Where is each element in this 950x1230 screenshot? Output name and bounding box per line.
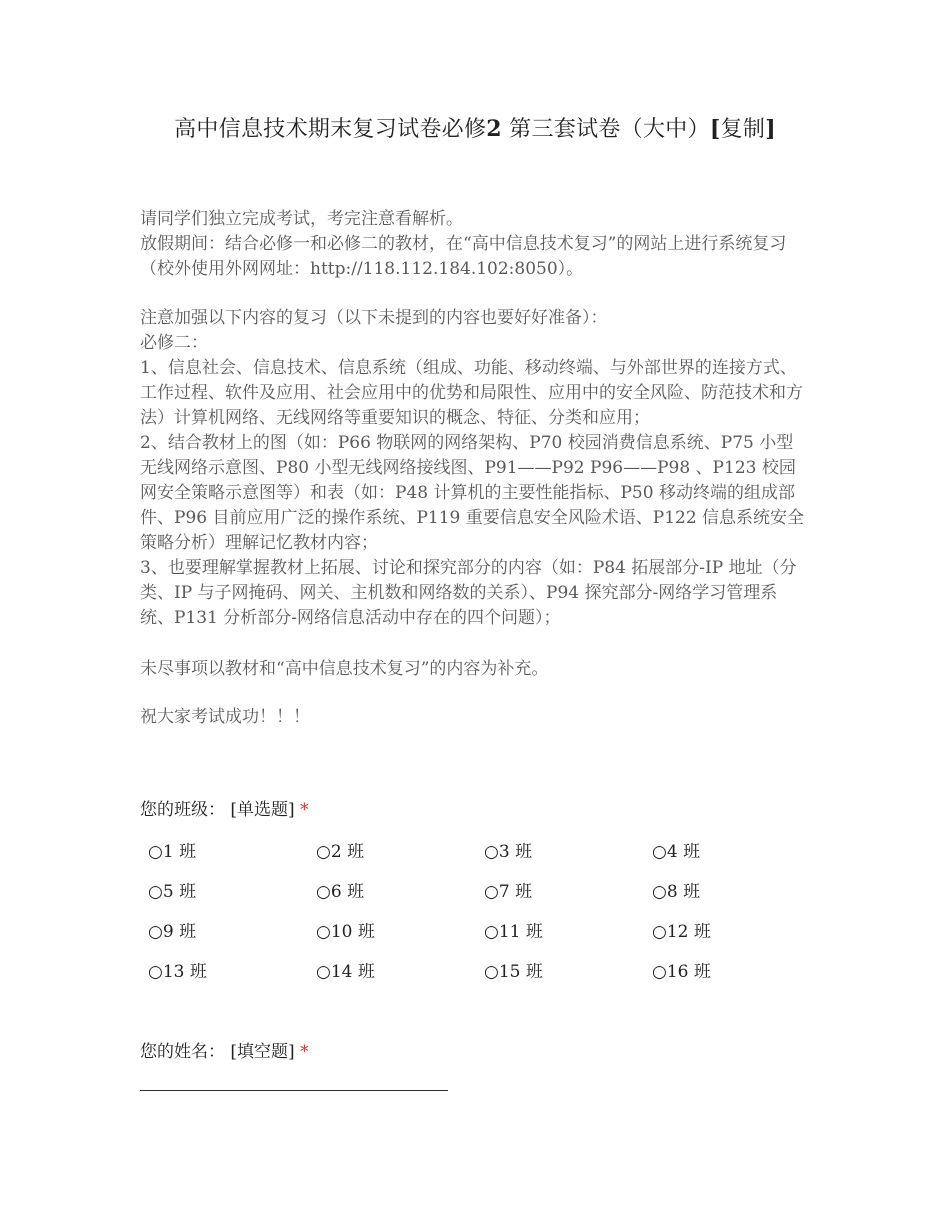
required-mark: * [300,800,309,820]
intro-block-3 [140,657,810,682]
class-option[interactable] [148,840,316,864]
class-options [148,840,820,984]
intro-line-7: 3、也要理解掌握教材上拓展、讨论和探究部分的内容（如：P84 拓展部分-IP 地址（分类、IP 与子网掩码、网关、主机数和网络数的关系）、P94 探究部分-网络学习管理系统、P131 分析部分-网络信息活动中存在的四个问题）； [140,558,797,628]
radio-circle-icon[interactable]: ○ [148,962,163,982]
intro-line-8: 未尽事项以教材和“高中信息技术复习”的内容为补充。 [140,659,549,679]
required-mark: * [300,1042,309,1062]
intro-line-3: 注意加强以下内容的复习（以下未提到的内容也要好好准备）： [140,308,608,328]
class-option[interactable] [484,880,652,904]
name-question-text: 您的姓名： [140,1042,225,1062]
class-question-text: 您的班级： [140,800,225,820]
class-option[interactable] [484,960,652,984]
class-option-label: 4 班 [666,842,701,862]
radio-circle-icon[interactable]: ○ [484,922,499,942]
title-bracket-open: [ [709,116,721,142]
intro-line-4: 必修二： [140,333,208,353]
class-option-label: 16 班 [666,962,711,982]
radio-circle-icon[interactable]: ○ [652,842,667,862]
class-option[interactable] [316,920,484,944]
radio-circle-icon[interactable]: ○ [148,842,163,862]
name-question-label [140,1037,309,1062]
class-option-label: 5 班 [162,882,197,902]
title-text-2: 第三套试卷（大中） [509,117,710,142]
class-option-label: 11 班 [498,922,543,942]
title-number: 2 [486,116,502,142]
class-option[interactable] [148,960,316,984]
class-option[interactable] [484,920,652,944]
intro-line-5: 1、信息社会、信息技术、信息系统（组成、功能、移动终端、与外部世界的连接方式、工作过程、软件及应用、社会应用中的优势和局限性、应用中的安全风险、防范技术和方法）计算机网络、无线网络等重要知识的概念、特征、分类和应用； [140,358,803,428]
radio-circle-icon[interactable]: ○ [652,922,667,942]
class-option-label: 10 班 [330,922,375,942]
class-option[interactable] [484,840,652,864]
class-option-label: 7 班 [498,882,533,902]
class-option[interactable] [316,960,484,984]
page-title [0,112,950,143]
radio-circle-icon[interactable]: ○ [316,962,331,982]
class-option-label: 12 班 [666,922,711,942]
class-option[interactable] [652,960,820,984]
class-option-label: 6 班 [330,882,365,902]
intro-line-1: 请同学们独立完成考试，考完注意看解析。 [140,209,463,229]
class-option[interactable] [316,880,484,904]
radio-circle-icon[interactable]: ○ [316,922,331,942]
intro-block-1 [140,207,810,282]
intro-line-9: 祝大家考试成功！！！ [140,707,310,727]
class-option-label: 9 班 [162,922,197,942]
radio-circle-icon[interactable]: ○ [652,962,667,982]
name-question-type: [填空题] [230,1042,295,1062]
class-option-label: 15 班 [498,962,543,982]
radio-circle-icon[interactable]: ○ [148,922,163,942]
class-option-label: 13 班 [162,962,207,982]
class-option[interactable] [652,920,820,944]
radio-circle-icon[interactable]: ○ [652,882,667,902]
radio-circle-icon[interactable]: ○ [148,882,163,902]
class-option[interactable] [652,880,820,904]
intro-line-2: 放假期间：结合必修一和必修二的教材，在“高中信息技术复习”的网站上进行系统复习（校外使用外网网址：http://118.112.184.102:8050）。 [140,234,787,279]
intro-line-6: 2、结合教材上的图（如：P66 物联网的网络架构、P70 校园消费信息系统、P75 小型无线网络示意图、P80 小型无线网络接线图、P91——P92 P96——P98 、P123 校园网安全策略示意图等）和表（如：P48 计算机的主要性能指标、P50 移动终端的组成部件、P96 目前应用广泛的操作系统、P119 重要信息安全风险术语、P122 信息系统安全策略分析）理解记忆教材内容； [140,433,805,553]
intro-block-2 [140,306,810,631]
class-question-label [140,795,309,820]
radio-circle-icon[interactable]: ○ [316,882,331,902]
class-question-type: [单选题] [230,800,295,820]
title-suffix: 复制 [720,117,766,142]
radio-circle-icon[interactable]: ○ [484,962,499,982]
class-option[interactable] [652,840,820,864]
class-option[interactable] [148,920,316,944]
title-bracket-close: ] [765,116,776,142]
name-input-line[interactable] [140,1090,448,1091]
intro-block-4 [140,705,810,730]
class-option[interactable] [316,840,484,864]
title-text: 高中信息技术期末复习试卷必修 [174,117,487,142]
radio-circle-icon[interactable]: ○ [316,842,331,862]
class-option-label: 14 班 [330,962,375,982]
radio-circle-icon[interactable]: ○ [484,882,499,902]
class-option-label: 8 班 [666,882,701,902]
class-option[interactable] [148,880,316,904]
class-option-label: 1 班 [162,842,197,862]
class-option-label: 3 班 [498,842,533,862]
class-option-label: 2 班 [330,842,365,862]
radio-circle-icon[interactable]: ○ [484,842,499,862]
